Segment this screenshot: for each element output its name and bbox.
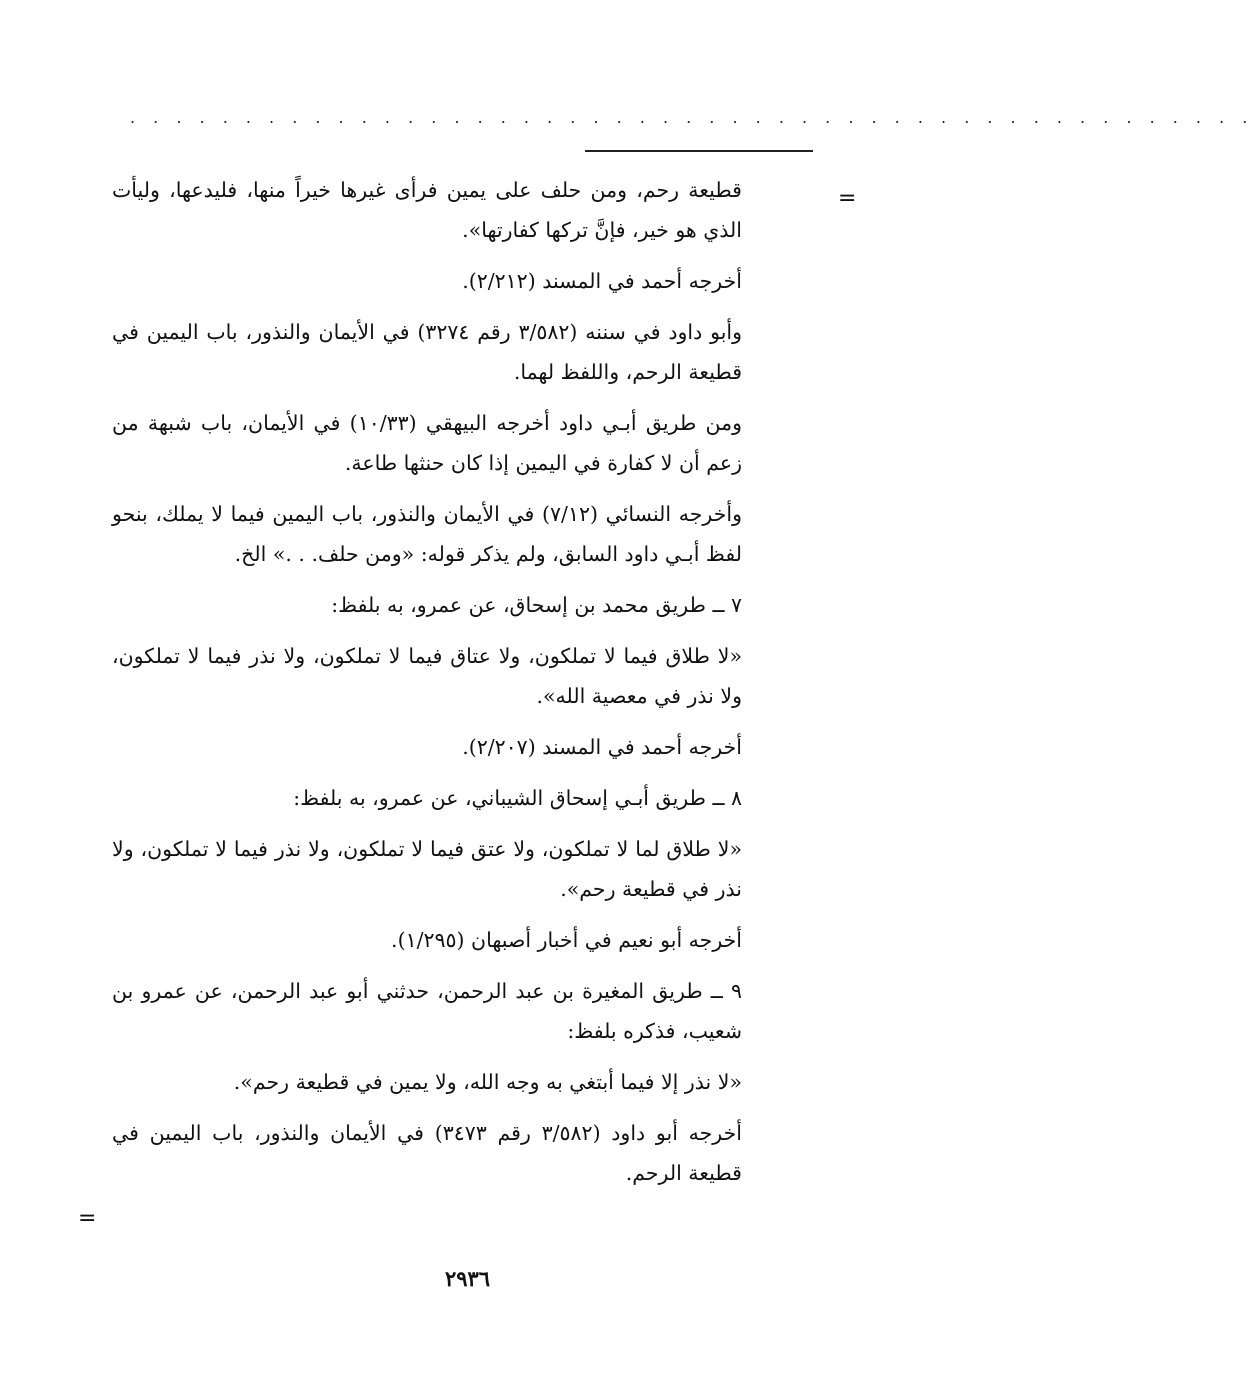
paragraph: «لا طلاق لما لا تملكون، ولا عتق فيما لا تملكون، ولا نذر فيما لا تملكون، ولا نذر في قطيعة رحم». — [112, 837, 742, 901]
continuation-marker-bottom: = — [78, 1206, 97, 1231]
paragraph: ومن طريق أبـي داود أخرجه البيهقي (١٠/٣٣) في الأيمان، باب شبهة من زعم أن لا كفارة في اليمين إذا كان حنثها طاعة. — [112, 411, 743, 475]
paragraph: «لا نذر إلا فيما أبتغي به وجه الله، ولا يمين في قطيعة رحم». — [233, 1070, 742, 1094]
dotted-separator: . . . . . . . . . . . . . . . . . . . . . . . . . . . . . . . . . . . . . . . . . . . . . . . . . — [130, 108, 1254, 127]
paragraph: ٩ ــ طريق المغيرة بن عبد الرحمن، حدثني أبو عبد الرحمن، عن عمرو بن شعيب، فذكره بلفظ: — [112, 979, 742, 1043]
paragraph: وأخرجه النسائي (٧/١٢) في الأيمان والنذور، باب اليمين فيما لا يملك، بنحو لفظ أبـي داود السابق، ولم يذكر قوله: «ومن حلف. . .» الخ. — [112, 502, 742, 566]
paragraph: قطيعة رحم، ومن حلف على يمين فرأى غيرها خيراً منها، فليدعها، وليأت الذي هو خير، فإنَّ تركها كفارتها». — [112, 178, 742, 242]
continuation-marker-top: = — [838, 186, 857, 211]
footnote-text — [112, 170, 742, 1204]
paragraph: أخرجه أحمد في المسند (٢/٢١٢). — [462, 269, 742, 293]
paragraph: ٨ ــ طريق أبـي إسحاق الشيباني، عن عمرو، به بلفظ: — [293, 786, 742, 810]
footnote-rule — [585, 150, 813, 152]
paragraph: أخرجه أبو نعيم في أخبار أصبهان (١/٢٩٥). — [391, 928, 742, 952]
paragraph: وأبو داود في سننه (٣/٥٨٢ رقم ٣٢٧٤) في الأيمان والنذور، باب اليمين في قطيعة الرحم، واللفظ لهما. — [112, 320, 742, 384]
paragraph: أخرجه أحمد في المسند (٢/٢٠٧). — [462, 735, 742, 759]
page-number: ٢٩٣٦ — [444, 1266, 491, 1291]
paragraph: أخرجه أبو داود (٣/٥٨٢ رقم ٣٤٧٣) في الأيمان والنذور، باب اليمين في قطيعة الرحم. — [112, 1121, 742, 1185]
paragraph: «لا طلاق فيما لا تملكون، ولا عتاق فيما لا تملكون، ولا نذر فيما لا تملكون، ولا نذر في معصية الله». — [112, 644, 742, 708]
paragraph: ٧ ــ طريق محمد بن إسحاق، عن عمرو، به بلفظ: — [331, 593, 742, 617]
